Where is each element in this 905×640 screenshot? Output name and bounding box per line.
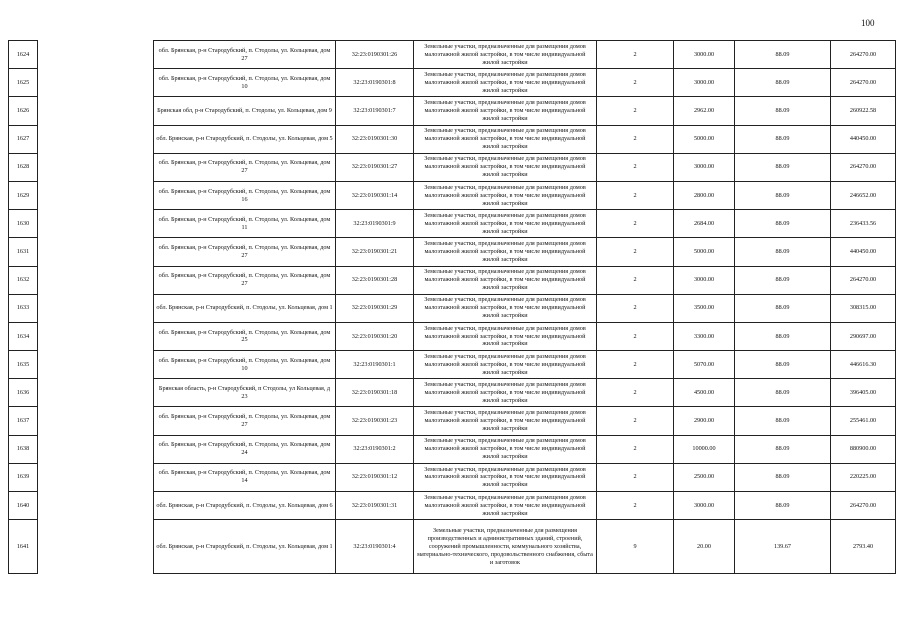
row-number-cell: 1632 bbox=[9, 266, 38, 294]
row-number-cell: 1637 bbox=[9, 407, 38, 435]
area-cell: 5000.00 bbox=[674, 238, 735, 266]
table-row bbox=[9, 463, 896, 491]
address-cell: Брянская обл, р-н Стародубский, п. Стодолы, ул. Кольцевая, дом 9 bbox=[154, 97, 336, 125]
category-cell: 2 bbox=[597, 181, 674, 209]
rate-cell: 88.09 bbox=[735, 41, 831, 69]
spacer-cell bbox=[38, 322, 154, 350]
land-use-cell: Земельные участки, предназначенные для размещения домов малоэтажной жилой застройки, в том числе индивидуальной жилой застройки bbox=[414, 181, 597, 209]
category-cell: 2 bbox=[597, 463, 674, 491]
cadastral-value-cell: 396405.00 bbox=[831, 379, 896, 407]
area-cell: 2900.00 bbox=[674, 407, 735, 435]
spacer-cell bbox=[38, 97, 154, 125]
category-cell: 2 bbox=[597, 294, 674, 322]
area-cell: 3500.00 bbox=[674, 294, 735, 322]
row-number-cell: 1628 bbox=[9, 153, 38, 181]
spacer-cell bbox=[38, 351, 154, 379]
area-cell: 2500.00 bbox=[674, 463, 735, 491]
land-use-cell: Земельные участки, предназначенные для размещения домов малоэтажной жилой застройки, в том числе индивидуальной жилой застройки bbox=[414, 210, 597, 238]
category-cell: 2 bbox=[597, 41, 674, 69]
category-cell: 2 bbox=[597, 210, 674, 238]
land-registry-table bbox=[8, 40, 896, 574]
spacer-cell bbox=[38, 435, 154, 463]
area-cell: 5070.00 bbox=[674, 351, 735, 379]
cadastral-value-cell: 264270.00 bbox=[831, 266, 896, 294]
cadastral-value-cell: 264270.00 bbox=[831, 69, 896, 97]
cadastral-value-cell: 440450.00 bbox=[831, 125, 896, 153]
row-number-cell: 1624 bbox=[9, 41, 38, 69]
land-use-cell: Земельные участки, предназначенные для размещения домов малоэтажной жилой застройки, в том числе индивидуальной жилой застройки bbox=[414, 379, 597, 407]
rate-cell: 88.09 bbox=[735, 69, 831, 97]
cadastral-number-cell: 32:23:0190301:30 bbox=[336, 125, 414, 153]
cadastral-number-cell: 32:23:0190301:1 bbox=[336, 351, 414, 379]
row-number-cell: 1634 bbox=[9, 322, 38, 350]
cadastral-value-cell: 255461.00 bbox=[831, 407, 896, 435]
cadastral-number-cell: 32:23:0190301:26 bbox=[336, 41, 414, 69]
address-cell: обл. Брянская, р-н Стародубский, п. Стодолы, ул. Кольцевая, дом 27 bbox=[154, 407, 336, 435]
row-number-cell: 1639 bbox=[9, 463, 38, 491]
address-cell: обл. Брянская, р-н Стародубский, п. Стодолы, ул. Кольцевая, дом 6 bbox=[154, 492, 336, 520]
address-cell: обл. Брянская, р-н Стародубский, п. Стодолы, ул. Кольцевая, дом 24 bbox=[154, 435, 336, 463]
area-cell: 2684.00 bbox=[674, 210, 735, 238]
table-row bbox=[9, 69, 896, 97]
area-cell: 20.00 bbox=[674, 520, 735, 574]
land-use-cell: Земельные участки, предназначенные для размещения домов малоэтажной жилой застройки, в том числе индивидуальной жилой застройки bbox=[414, 69, 597, 97]
table-row bbox=[9, 181, 896, 209]
spacer-cell bbox=[38, 210, 154, 238]
area-cell: 5000.00 bbox=[674, 125, 735, 153]
table-row bbox=[9, 322, 896, 350]
spacer-cell bbox=[38, 238, 154, 266]
spacer-cell bbox=[38, 520, 154, 574]
rate-cell: 88.09 bbox=[735, 153, 831, 181]
table-row bbox=[9, 97, 896, 125]
spacer-cell bbox=[38, 153, 154, 181]
table-row bbox=[9, 351, 896, 379]
address-cell: обл. Брянская, р-н Стародубский, п. Стодолы, ул. Кольцевая, дом 27 bbox=[154, 238, 336, 266]
cadastral-number-cell: 32:23:0190301:2 bbox=[336, 435, 414, 463]
rate-cell: 88.09 bbox=[735, 210, 831, 238]
land-use-cell: Земельные участки, предназначенные для размещения домов малоэтажной жилой застройки, в том числе индивидуальной жилой застройки bbox=[414, 41, 597, 69]
land-use-cell: Земельные участки, предназначенные для размещения домов малоэтажной жилой застройки, в том числе индивидуальной жилой застройки bbox=[414, 322, 597, 350]
table-body bbox=[9, 41, 896, 574]
category-cell: 2 bbox=[597, 238, 674, 266]
land-use-cell: Земельные участки, предназначенные для размещения домов малоэтажной жилой застройки, в том числе индивидуальной жилой застройки bbox=[414, 153, 597, 181]
row-number-cell: 1626 bbox=[9, 97, 38, 125]
spacer-cell bbox=[38, 492, 154, 520]
address-cell: обл. Брянская, р-н Стародубский, п. Стодолы, ул. Кольцевая, дом 27 bbox=[154, 153, 336, 181]
land-use-cell: Земельные участки, предназначенные для размещения домов малоэтажной жилой застройки, в том числе индивидуальной жилой застройки bbox=[414, 351, 597, 379]
table-row bbox=[9, 153, 896, 181]
area-cell: 2800.00 bbox=[674, 181, 735, 209]
row-number-cell: 1633 bbox=[9, 294, 38, 322]
table-row bbox=[9, 210, 896, 238]
cadastral-number-cell: 32:23:0190301:28 bbox=[336, 266, 414, 294]
address-cell: Брянская область, р-н Стародубский, п Стодолы, ул Кольцевая, д 23 bbox=[154, 379, 336, 407]
rate-cell: 88.09 bbox=[735, 351, 831, 379]
spacer-cell bbox=[38, 379, 154, 407]
category-cell: 2 bbox=[597, 97, 674, 125]
rate-cell: 88.09 bbox=[735, 322, 831, 350]
address-cell: обл. Брянская, р-н Стародубский, п. Стодолы, ул. Кольцевая, дом 10 bbox=[154, 69, 336, 97]
rate-cell: 88.09 bbox=[735, 266, 831, 294]
address-cell: обл. Брянская, р-н Стародубский, п. Стодолы, ул. Кольцевая, дом 10 bbox=[154, 351, 336, 379]
land-use-cell: Земельные участки, предназначенные для размещения домов малоэтажной жилой застройки, в том числе индивидуальной жилой застройки bbox=[414, 97, 597, 125]
row-number-cell: 1631 bbox=[9, 238, 38, 266]
land-use-cell: Земельные участки, предназначенные для размещения домов малоэтажной жилой застройки, в том числе индивидуальной жилой застройки bbox=[414, 463, 597, 491]
area-cell: 3000.00 bbox=[674, 492, 735, 520]
spacer-cell bbox=[38, 41, 154, 69]
cadastral-number-cell: 32:23:0190301:9 bbox=[336, 210, 414, 238]
address-cell: обл. Брянская, р-н Стародубский, п. Стодолы, ул. Кольцевая, дом 11 bbox=[154, 210, 336, 238]
row-number-cell: 1641 bbox=[9, 520, 38, 574]
cadastral-value-cell: 246652.00 bbox=[831, 181, 896, 209]
rate-cell: 88.09 bbox=[735, 125, 831, 153]
cadastral-number-cell: 32:23:0190301:23 bbox=[336, 407, 414, 435]
land-use-cell: Земельные участки, предназначенные для размещения домов малоэтажной жилой застройки, в том числе индивидуальной жилой застройки bbox=[414, 407, 597, 435]
table-row bbox=[9, 238, 896, 266]
cadastral-value-cell: 2793.40 bbox=[831, 520, 896, 574]
row-number-cell: 1636 bbox=[9, 379, 38, 407]
cadastral-number-cell: 32:23:0190301:27 bbox=[336, 153, 414, 181]
cadastral-number-cell: 32:23:0190301:4 bbox=[336, 520, 414, 574]
category-cell: 2 bbox=[597, 379, 674, 407]
cadastral-number-cell: 32:23:0190301:18 bbox=[336, 379, 414, 407]
land-use-cell: Земельные участки, предназначенные для размещения производственных и административных зданий, строений, сооружений промышленности, коммунального хозяйства, материально-технического, продовольственного снабжения, сбыта и заготовок bbox=[414, 520, 597, 574]
cadastral-value-cell: 446616.30 bbox=[831, 351, 896, 379]
cadastral-value-cell: 260922.58 bbox=[831, 97, 896, 125]
address-cell: обл. Брянская, р-н Стародубский, п. Стодолы, ул. Кольцевая, дом 25 bbox=[154, 322, 336, 350]
table-row bbox=[9, 435, 896, 463]
cadastral-value-cell: 290697.00 bbox=[831, 322, 896, 350]
cadastral-value-cell: 880900.00 bbox=[831, 435, 896, 463]
area-cell: 3000.00 bbox=[674, 266, 735, 294]
address-cell: обл. Брянская, р-н Стародубский, п. Стодолы, ул. Кольцевая, дом 1 bbox=[154, 294, 336, 322]
rate-cell: 88.09 bbox=[735, 181, 831, 209]
category-cell: 9 bbox=[597, 520, 674, 574]
area-cell: 10000.00 bbox=[674, 435, 735, 463]
cadastral-number-cell: 32:23:0190301:8 bbox=[336, 69, 414, 97]
area-cell: 3000.00 bbox=[674, 41, 735, 69]
table-row bbox=[9, 379, 896, 407]
spacer-cell bbox=[38, 407, 154, 435]
rate-cell: 88.09 bbox=[735, 435, 831, 463]
address-cell: обл. Брянская, р-н Стародубский, п. Стодолы, ул. Кольцевая, дом 27 bbox=[154, 266, 336, 294]
rate-cell: 88.09 bbox=[735, 379, 831, 407]
cadastral-number-cell: 32:23:0190301:21 bbox=[336, 238, 414, 266]
table-row bbox=[9, 492, 896, 520]
address-cell: обл. Брянская, р-н Стародубский, п. Стодолы, ул. Кольцевая, дом 5 bbox=[154, 125, 336, 153]
rate-cell: 139.67 bbox=[735, 520, 831, 574]
rate-cell: 88.09 bbox=[735, 97, 831, 125]
area-cell: 3000.00 bbox=[674, 69, 735, 97]
cadastral-number-cell: 32:23:0190301:31 bbox=[336, 492, 414, 520]
cadastral-value-cell: 236433.56 bbox=[831, 210, 896, 238]
rate-cell: 88.09 bbox=[735, 492, 831, 520]
address-cell: обл. Брянская, р-н Стародубский, п. Стодолы, ул. Кольцевая, дом 16 bbox=[154, 181, 336, 209]
category-cell: 2 bbox=[597, 351, 674, 379]
category-cell: 2 bbox=[597, 266, 674, 294]
spacer-cell bbox=[38, 294, 154, 322]
address-cell: обл. Брянская, р-н Стародубский, п. Стодолы, ул. Кольцевая, дом 14 bbox=[154, 463, 336, 491]
row-number-cell: 1629 bbox=[9, 181, 38, 209]
page-number: 100 bbox=[861, 18, 875, 28]
table-row bbox=[9, 520, 896, 574]
land-use-cell: Земельные участки, предназначенные для размещения домов малоэтажной жилой застройки, в том числе индивидуальной жилой застройки bbox=[414, 294, 597, 322]
table-row bbox=[9, 266, 896, 294]
category-cell: 2 bbox=[597, 125, 674, 153]
table-row bbox=[9, 407, 896, 435]
address-cell: обл. Брянская, р-н Стародубский, п. Стодолы, ул. Кольцевая, дом 1 bbox=[154, 520, 336, 574]
rate-cell: 88.09 bbox=[735, 463, 831, 491]
table-row bbox=[9, 294, 896, 322]
row-number-cell: 1625 bbox=[9, 69, 38, 97]
category-cell: 2 bbox=[597, 407, 674, 435]
row-number-cell: 1635 bbox=[9, 351, 38, 379]
land-use-cell: Земельные участки, предназначенные для размещения домов малоэтажной жилой застройки, в том числе индивидуальной жилой застройки bbox=[414, 125, 597, 153]
spacer-cell bbox=[38, 463, 154, 491]
cadastral-value-cell: 220225.00 bbox=[831, 463, 896, 491]
land-use-cell: Земельные участки, предназначенные для размещения домов малоэтажной жилой застройки, в том числе индивидуальной жилой застройки bbox=[414, 435, 597, 463]
rate-cell: 88.09 bbox=[735, 407, 831, 435]
cadastral-value-cell: 440450.00 bbox=[831, 238, 896, 266]
row-number-cell: 1638 bbox=[9, 435, 38, 463]
area-cell: 2962.00 bbox=[674, 97, 735, 125]
table-row bbox=[9, 125, 896, 153]
cadastral-number-cell: 32:23:0190301:12 bbox=[336, 463, 414, 491]
spacer-cell bbox=[38, 69, 154, 97]
land-use-cell: Земельные участки, предназначенные для размещения домов малоэтажной жилой застройки, в том числе индивидуальной жилой застройки bbox=[414, 266, 597, 294]
rate-cell: 88.09 bbox=[735, 294, 831, 322]
category-cell: 2 bbox=[597, 322, 674, 350]
cadastral-value-cell: 308315.00 bbox=[831, 294, 896, 322]
spacer-cell bbox=[38, 125, 154, 153]
row-number-cell: 1627 bbox=[9, 125, 38, 153]
rate-cell: 88.09 bbox=[735, 238, 831, 266]
cadastral-number-cell: 32:23:0190301:14 bbox=[336, 181, 414, 209]
category-cell: 2 bbox=[597, 435, 674, 463]
cadastral-number-cell: 32:23:0190301:20 bbox=[336, 322, 414, 350]
spacer-cell bbox=[38, 181, 154, 209]
land-use-cell: Земельные участки, предназначенные для размещения домов малоэтажной жилой застройки, в том числе индивидуальной жилой застройки bbox=[414, 238, 597, 266]
cadastral-number-cell: 32:23:0190301:7 bbox=[336, 97, 414, 125]
table-row bbox=[9, 41, 896, 69]
area-cell: 3000.00 bbox=[674, 153, 735, 181]
area-cell: 4500.00 bbox=[674, 379, 735, 407]
spacer-cell bbox=[38, 266, 154, 294]
row-number-cell: 1640 bbox=[9, 492, 38, 520]
cadastral-value-cell: 264270.00 bbox=[831, 41, 896, 69]
category-cell: 2 bbox=[597, 492, 674, 520]
cadastral-number-cell: 32:23:0190301:29 bbox=[336, 294, 414, 322]
address-cell: обл. Брянская, р-н Стародубский, п. Стодолы, ул. Кольцевая, дом 27 bbox=[154, 41, 336, 69]
land-use-cell: Земельные участки, предназначенные для размещения домов малоэтажной жилой застройки, в том числе индивидуальной жилой застройки bbox=[414, 492, 597, 520]
category-cell: 2 bbox=[597, 153, 674, 181]
cadastral-value-cell: 264270.00 bbox=[831, 492, 896, 520]
row-number-cell: 1630 bbox=[9, 210, 38, 238]
area-cell: 3300.00 bbox=[674, 322, 735, 350]
category-cell: 2 bbox=[597, 69, 674, 97]
cadastral-value-cell: 264270.00 bbox=[831, 153, 896, 181]
